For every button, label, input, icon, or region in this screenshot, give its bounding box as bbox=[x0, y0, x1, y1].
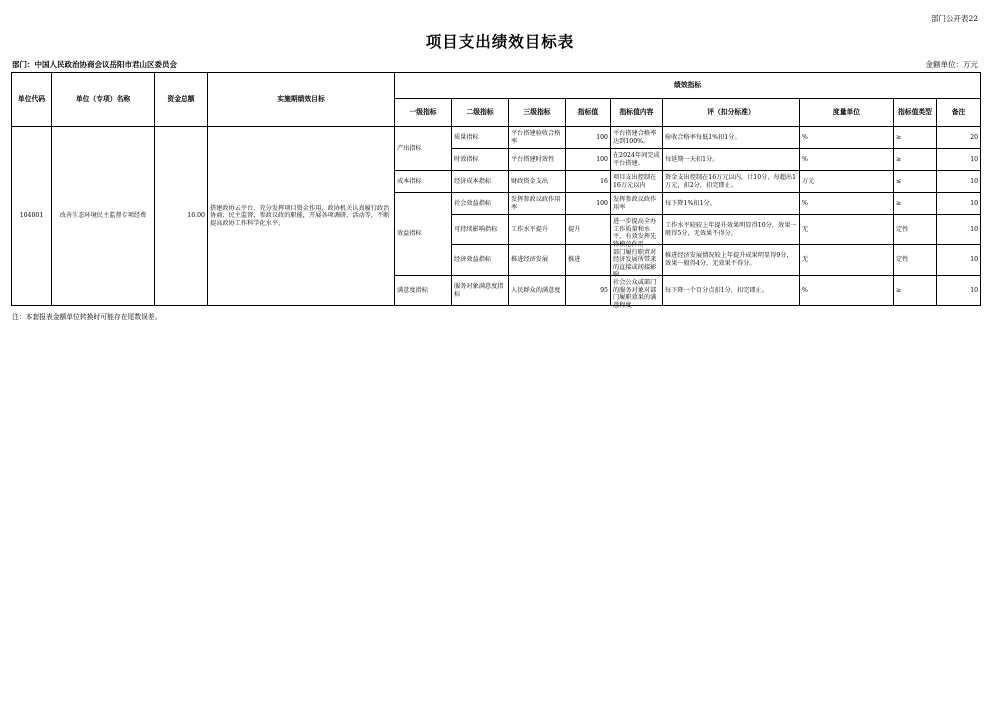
remark-cell: 10 bbox=[937, 171, 981, 193]
level3-cell: 财政资金支出 bbox=[509, 171, 566, 193]
measure-unit-cell: 无 bbox=[800, 215, 894, 245]
level3-cell: 平台搭建时效性 bbox=[509, 149, 566, 171]
value-cell: 100 bbox=[566, 193, 611, 215]
level1-satisfaction-cell: 满意度指标 bbox=[395, 276, 452, 306]
level2-cell: 可持续影响指标 bbox=[452, 215, 509, 245]
header-value-type: 指标值类型 bbox=[894, 99, 937, 127]
value-content-cell bbox=[611, 127, 663, 149]
value-content-cell bbox=[611, 193, 663, 215]
level2-cell: 经济效益指标 bbox=[452, 245, 509, 276]
value-type-cell: 定性 bbox=[894, 215, 937, 245]
value-content-text: 项目支出控制在16万元以内 bbox=[613, 174, 657, 189]
value-content-cell bbox=[611, 149, 663, 171]
measure-unit-cell: 万元 bbox=[800, 171, 894, 193]
page-id: 部门公开表22 bbox=[930, 14, 978, 23]
measure-unit-cell: % bbox=[800, 149, 894, 171]
scoring-cell: 推进经济发展情况较上年提升成果明显得9分，效果一般得4分，无效果不得分。 bbox=[663, 245, 800, 276]
header-scoring: 评（扣分标准） bbox=[663, 99, 800, 127]
value-content-text: 在2024年间完成平台搭建。 bbox=[613, 152, 660, 167]
header-level3: 三级指标 bbox=[509, 99, 566, 127]
header-measure-unit: 度量单位 bbox=[800, 99, 894, 127]
level3-cell: 工作水平提升 bbox=[509, 215, 566, 245]
scoring-cell: 资金支出控制在16万元以内，计10分，每超出1万元，扣2分，扣完即止。 bbox=[663, 171, 800, 193]
level2-cell: 经济成本指标 bbox=[452, 171, 509, 193]
header-value-content: 指标值内容 bbox=[611, 99, 663, 127]
remark-cell: 20 bbox=[937, 127, 981, 149]
value-content-text: 部门履行职责对经济发展所带来的直接或间接影响 bbox=[613, 248, 657, 279]
header-indicators: 绩效指标 bbox=[395, 73, 981, 99]
remark-cell: 10 bbox=[937, 245, 981, 276]
scoring-cell: 每延期一天扣1分。 bbox=[663, 149, 800, 171]
department-label: 部门：中国人民政治协商会议岳阳市君山区委员会 bbox=[12, 60, 177, 69]
header-unit-code: 单位代码 bbox=[12, 73, 52, 127]
scoring-cell: 每下降一个百分点扣1分，扣完即止。 bbox=[663, 276, 800, 306]
value-content-text: 平台搭建合格率达到100%。 bbox=[613, 130, 657, 145]
level3-cell: 人民群众的满意度 bbox=[509, 276, 566, 306]
level2-cell: 质量指标 bbox=[452, 127, 509, 149]
header-remark: 备注 bbox=[937, 99, 981, 127]
header-level1: 一级指标 bbox=[395, 99, 452, 127]
goal-cell: 搭建政协云平台，充分发挥项目资金作用，政协机关认真履行政治协商、民主监督、参政议政的职能，开展各项调研、活动等，不断提高政协工作科学化水平。 bbox=[208, 127, 395, 306]
value-cell: 100 bbox=[566, 149, 611, 171]
unit-name-cell: 改善生态环境民主监督专项经费 bbox=[52, 127, 155, 306]
measure-unit-cell: 无 bbox=[800, 245, 894, 276]
header-unit-name: 单位（专项）名称 bbox=[52, 73, 155, 127]
measure-unit-cell: % bbox=[800, 276, 894, 306]
value-type-cell: ≥ bbox=[894, 127, 937, 149]
remark-cell: 10 bbox=[937, 215, 981, 245]
value-cell: 16 bbox=[566, 171, 611, 193]
scoring-cell: 每下降1%扣1分。 bbox=[663, 193, 800, 215]
level3-cell: 发挥参政议政作用率 bbox=[509, 193, 566, 215]
value-content-text: 进一步提高全办工作质量和水平，有效发挥先锋模范作用 bbox=[613, 218, 657, 248]
header-total-funds: 资金总额 bbox=[155, 73, 208, 127]
value-type-cell: ≥ bbox=[894, 276, 937, 306]
value-content-text: 社会公众或部门的服务对象对部门履职效果的满意程度 bbox=[613, 279, 657, 309]
header-value: 指标值 bbox=[566, 99, 611, 127]
level1-cost-cell: 成本指标 bbox=[395, 171, 452, 193]
level3-cell: 推进经济发展 bbox=[509, 245, 566, 276]
level2-cell: 社会效益指标 bbox=[452, 193, 509, 215]
amount-unit-label: 金额单位：万元 bbox=[925, 60, 978, 69]
value-cell: 95 bbox=[566, 276, 611, 306]
remark-cell: 10 bbox=[937, 149, 981, 171]
unit-code-cell: 104001 bbox=[12, 127, 52, 306]
level2-cell: 时效指标 bbox=[452, 149, 509, 171]
value-type-cell: ≥ bbox=[894, 193, 937, 215]
value-content-cell bbox=[611, 276, 663, 309]
value-type-cell: 定性 bbox=[894, 245, 937, 276]
remark-cell: 10 bbox=[937, 276, 981, 306]
level2-cell: 服务对象满意度指标 bbox=[452, 276, 509, 306]
header-level2: 二级指标 bbox=[452, 99, 509, 127]
value-content-text: 发挥参政议政作用率 bbox=[613, 196, 657, 211]
performance-table bbox=[11, 72, 981, 309]
level1-benefit-cell: 效益指标 bbox=[395, 193, 452, 276]
value-type-cell: ≤ bbox=[894, 171, 937, 193]
value-content-cell bbox=[611, 215, 663, 248]
scoring-cell: 工作水平较较上年提升效果明显得10分，效果一般得5分，无效果不得分。 bbox=[663, 215, 800, 245]
scoring-cell: 验收合格率每低1%扣1分。 bbox=[663, 127, 800, 149]
page-title: 项目支出绩效目标表 bbox=[425, 32, 575, 51]
value-cell: 推进 bbox=[566, 245, 611, 276]
measure-unit-cell: % bbox=[800, 127, 894, 149]
header-goal: 实施期绩效目标 bbox=[208, 73, 395, 127]
table-row bbox=[12, 127, 981, 149]
level3-cell: 平台搭建验收合格率 bbox=[509, 127, 566, 149]
measure-unit-cell: % bbox=[800, 193, 894, 215]
value-cell: 100 bbox=[566, 127, 611, 149]
value-content-cell bbox=[611, 245, 663, 279]
remark-cell: 10 bbox=[937, 193, 981, 215]
footnote: 注：本套报表金额单位转换时可能存在尾数误差。 bbox=[12, 313, 162, 321]
level1-output-cell: 产出指标 bbox=[395, 127, 452, 171]
value-type-cell: ≥ bbox=[894, 149, 937, 171]
total-funds-cell: 16.00 bbox=[155, 127, 208, 306]
value-cell: 提升 bbox=[566, 215, 611, 245]
value-content-cell bbox=[611, 171, 663, 193]
